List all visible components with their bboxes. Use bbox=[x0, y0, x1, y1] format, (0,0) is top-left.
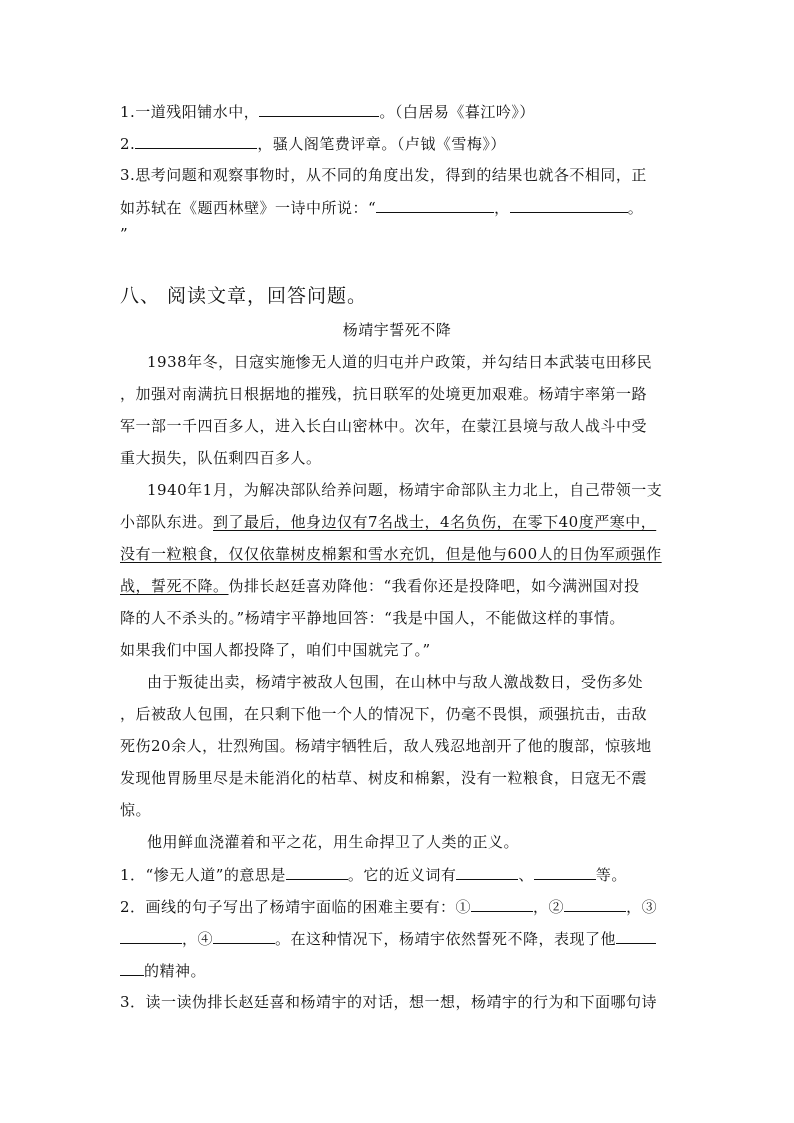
poem-question-1-suffix: 。（白居易《暮江吟》） bbox=[379, 103, 535, 121]
underlined-sentence: 战，誓死不降。 bbox=[120, 577, 229, 595]
answer-blank[interactable] bbox=[564, 896, 626, 912]
answer-blank[interactable] bbox=[456, 864, 518, 880]
paragraph-2-text: 小部队东进。 bbox=[120, 513, 214, 531]
question-text: 的精神。 bbox=[144, 962, 207, 980]
underlined-sentence: 没有一粒粮食，仅仅依靠树皮棉絮和雪水充饥，但是他与600人的日伪军顽强作 bbox=[120, 545, 662, 563]
reading-question-1 bbox=[120, 864, 680, 885]
answer-blank[interactable] bbox=[135, 133, 257, 149]
answer-blank[interactable] bbox=[471, 896, 533, 912]
paragraph-2-line: 如果我们中国人都投降了，咱们中国就完了。” bbox=[120, 641, 431, 659]
answer-blank[interactable] bbox=[259, 101, 379, 117]
question-text: 。它的近义词有 bbox=[347, 866, 457, 884]
answer-blank[interactable] bbox=[120, 928, 182, 944]
reading-question-2-line-1 bbox=[120, 896, 680, 917]
question-text: ，④ bbox=[182, 930, 214, 948]
poem-question-3-line-2 bbox=[120, 197, 680, 218]
paragraph-3-line: 由于叛徒出卖，杨靖宇被敌人包围，在山林中与敌人激战数日，受伤多处 bbox=[147, 673, 644, 691]
paragraph-2-line: 降的人不杀头的。”杨靖宇平静地回答：“我是中国人，不能做这样的事情。 bbox=[120, 609, 625, 627]
poem-question-1-prefix: 1.一道残阳铺水中， bbox=[120, 103, 260, 121]
section-heading: 八、 阅读文章，回答问题。 bbox=[120, 285, 368, 307]
poem-question-2-prefix: 2. bbox=[120, 135, 136, 153]
question-text: 。在这种情况下，杨靖宇依然誓死不降，表现了他 bbox=[275, 930, 617, 948]
paragraph-1-line: 军一部一千四百多人，进入长白山密林中。次年，在蒙江县境与敌人战斗中受 bbox=[120, 417, 648, 435]
answer-blank[interactable] bbox=[616, 928, 656, 944]
answer-blank[interactable] bbox=[510, 197, 628, 213]
answer-blank[interactable] bbox=[286, 864, 348, 880]
paragraph-3-line: 死伤20余人，壮烈殉国。杨靖宇牺牲后，敌人残忍地剖开了他的腹部，惊骇地 bbox=[120, 737, 652, 755]
poem-question-2 bbox=[120, 133, 680, 154]
answer-blank[interactable] bbox=[213, 928, 275, 944]
paragraph-2-line bbox=[120, 544, 680, 564]
paragraph-2-line: 1940年1月，为解决部队给养问题，杨靖宇命部队主力北上，自己带领一支 bbox=[147, 481, 663, 499]
reading-question-3: 3．读一读伪排长赵廷喜和杨靖宇的对话，想一想，杨靖宇的行为和下面哪句诗 bbox=[120, 993, 658, 1011]
answer-blank[interactable] bbox=[376, 197, 494, 213]
paragraph-1-line: 1938年冬，日寇实施惨无人道的归屯并户政策，并勾结日本武装屯田移民 bbox=[147, 353, 653, 371]
paragraph-1-line: 重大损失，队伍剩四百多人。 bbox=[120, 449, 322, 467]
poem-question-3-comma: ， bbox=[494, 199, 510, 217]
poem-question-3-prefix: 如苏轼在《题西林壁》一诗中所说：“ bbox=[120, 199, 377, 217]
poem-question-3-line-1: 3.思考问题和观察事物时，从不同的角度出发，得到的结果也就各不相同，正 bbox=[120, 166, 647, 184]
paragraph-3-line: 发现他胃肠里尽是未能消化的枯草、树皮和棉絮，没有一粒粮食，日寇无不震 bbox=[120, 769, 648, 787]
question-text: 2．画线的句子写出了杨靖宇面临的困难主要有：① bbox=[120, 898, 472, 916]
paragraph-3-line: ，后被敌人包围，在只剩下他一个人的情况下，仍毫不畏惧，顽强抗击，击敌 bbox=[120, 705, 648, 723]
question-text: ，② bbox=[533, 898, 565, 916]
paragraph-4-line: 他用鲜血浇灌着和平之花，用生命捍卫了人类的正义。 bbox=[147, 833, 520, 851]
answer-blank[interactable] bbox=[120, 960, 144, 976]
reading-question-2-line-2 bbox=[120, 928, 680, 949]
question-text: 等。 bbox=[595, 866, 627, 884]
underlined-sentence: 到了最后，他身边仅有7名战士，4名负伤，在零下40度严寒中， bbox=[213, 513, 657, 531]
paragraph-2-line bbox=[120, 576, 680, 596]
paragraph-2-text: 伪排长赵廷喜劝降他：“我看你还是投降吧，如今满洲国对投 bbox=[228, 577, 640, 595]
poem-question-3-line-3: ” bbox=[120, 225, 129, 243]
answer-blank[interactable] bbox=[534, 864, 596, 880]
poem-question-1 bbox=[120, 101, 680, 122]
reading-question-2-line-3 bbox=[120, 960, 680, 981]
article-title: 杨靖宇誓死不降 bbox=[342, 321, 452, 339]
paragraph-3-line: 惊。 bbox=[120, 801, 152, 819]
poem-question-3-period: 。 bbox=[627, 199, 644, 217]
poem-question-2-suffix: ，骚人阁笔费评章。（卢钺《雪梅》） bbox=[257, 135, 506, 153]
paragraph-2-line bbox=[120, 512, 680, 532]
question-text: 1．“惨无人道”的意思是 bbox=[120, 866, 286, 884]
question-text: 、 bbox=[518, 866, 534, 884]
question-text: ，③ bbox=[626, 898, 658, 916]
paragraph-1-line: ，加强对南满抗日根据地的摧残，抗日联军的处境更加艰难。杨靖宇率第一路 bbox=[120, 385, 648, 403]
